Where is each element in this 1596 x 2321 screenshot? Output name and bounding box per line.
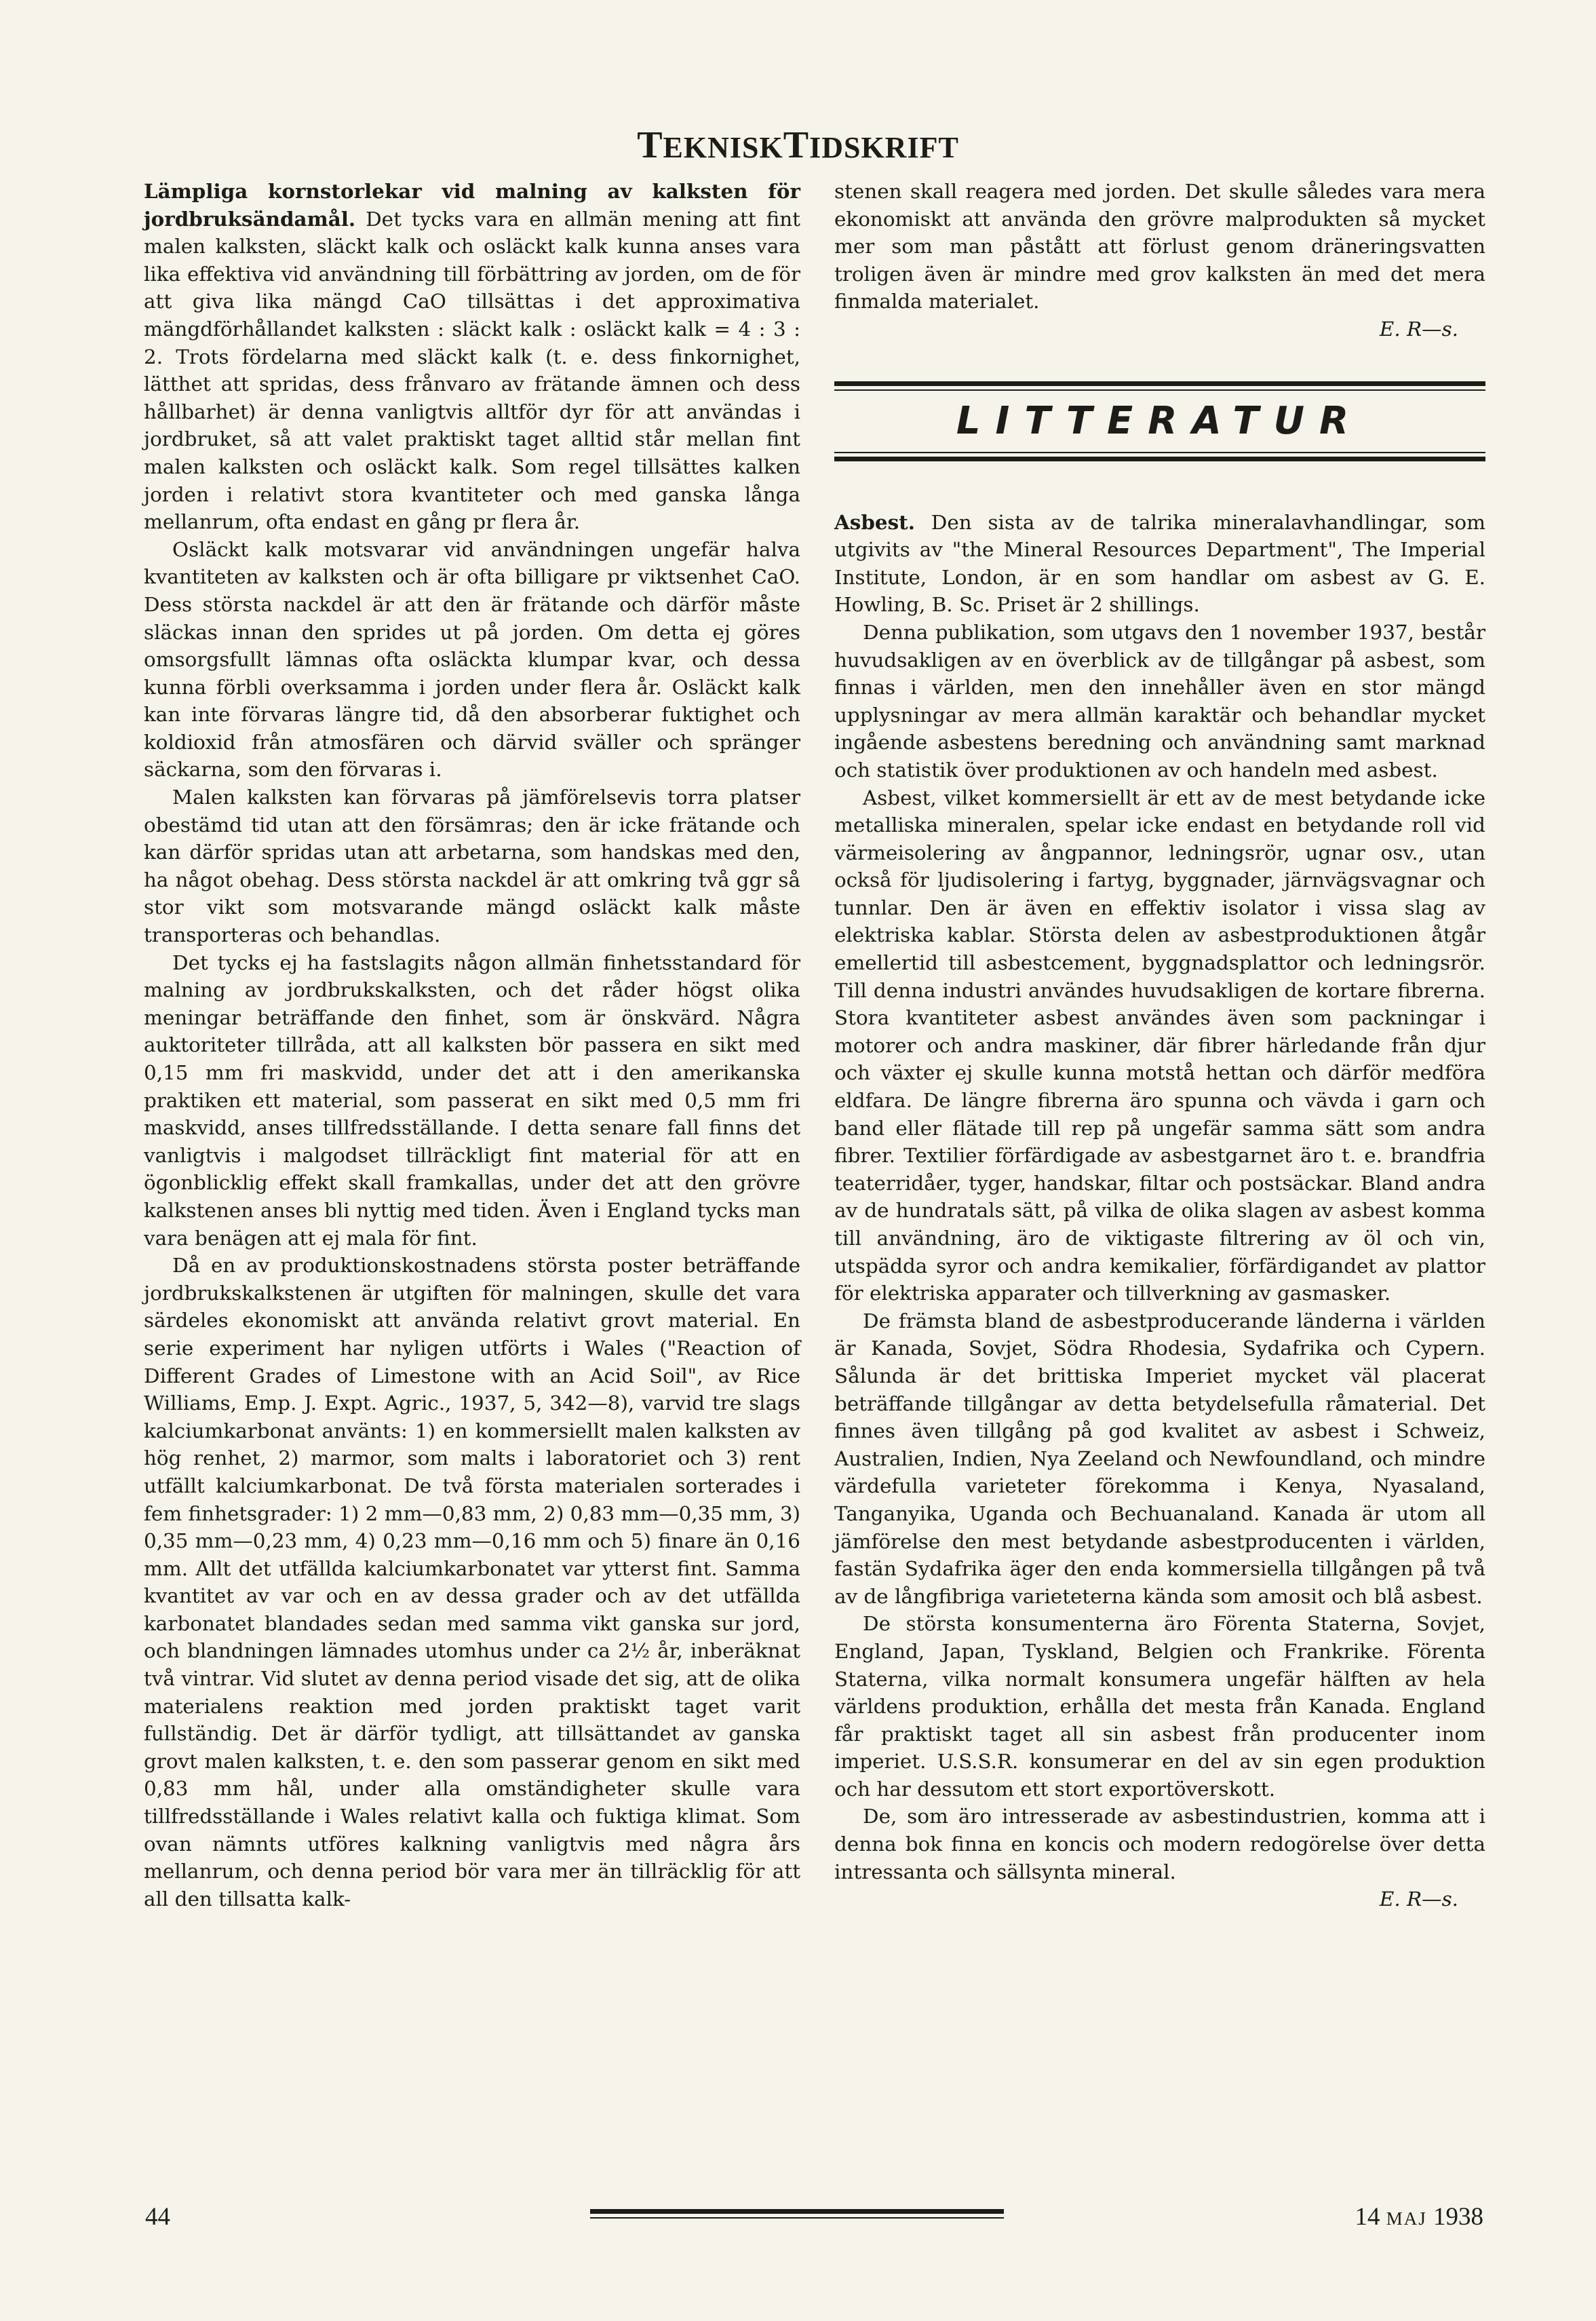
review-paragraph: Denna publikation, som utgavs den 1 november 1937, består huvudsakligen av en överblick av de tillgångar på asbest, som finnas i världen, men den innehåller även en stor mängd upplysningar av mera allmän karaktär och behandlar mycket ingående asbestens beredning och användning samt marknad och statistik över produktionen av och handeln med asbest. bbox=[834, 620, 1485, 782]
issue-month: MAJ bbox=[1386, 2208, 1427, 2229]
masthead-initial-1: T bbox=[637, 124, 663, 166]
banner-rule bbox=[834, 452, 1485, 453]
article-paragraph: Det tycks ej ha fastslagits någon allmän finhetsstandard för malning av jordbrukskalksten, och det råder högst olika meningar beträffande den finhet, som är önskvärd. Några auktoriteter tillråda, att all kalksten bör passera en sikt med 0,15 mm fri maskvidd, under det att i den amerikanska praktiken ett material, som passerat en sikt med 0,5 mm fri maskvidd, anses tillfredsställande. I detta senare fall finns det vanligtvis i malgodset tillräckligt fint material för att en ögonblicklig effekt skall framkallas, under det att den grövre kalkstenen anses bli nyttig med tiden. Även i England tycks man vara benägen att ej mala för fint. bbox=[144, 951, 800, 1250]
masthead-word-2: IDSKRIFT bbox=[809, 131, 959, 164]
section-title: LITTERATUR bbox=[956, 398, 1364, 443]
page-number: 44 bbox=[145, 2203, 170, 2231]
article-paragraph: stenen skall reagera med jorden. Det skulle således vara mera ekonomiskt att använda den grövre malprodukten så mycket mer som man påstått att förlust genom dräneringsvatten troligen även är mindre med grov kalksten än med det mera finmalda materialet. bbox=[834, 180, 1485, 313]
issue-year: 1938 bbox=[1433, 2203, 1483, 2231]
article-paragraph bbox=[144, 178, 800, 536]
article-paragraph: Osläckt kalk motsvarar vid användningen ungefär halva kvantiteten av kalksten och är ofta billigare pr viktsenhet CaO. Dess största nackdel är att den är frätande och därför måste släckas innan den sprides ut på jorden. Om detta ej göres omsorgsfullt lämnas ofta osläckta klumpar kvar, och dessa kunna förbli overksamma i jorden under flera år. Osläckt kalk kan inte förvaras längre tid, då den absorberar fuktighet och koldioxid från atmosfären och därvid sväller och spränger säckarna, som den förvaras i. bbox=[144, 537, 800, 782]
issue-date bbox=[1355, 2202, 1483, 2231]
page-footer bbox=[0, 2202, 1596, 2243]
footer-rule bbox=[590, 2217, 1004, 2219]
masthead-word-1: EKNISK bbox=[663, 131, 783, 164]
article-text: Det tycks vara en allmän mening att fint malen kalksten, släckt kalk och osläckt kalk kunna anses vara lika effektiva vid användning till förbättring av jorden, om de för att giva lika mängd CaO tillsättas i det approximativa mängdförhållandet kalksten : släckt kalk : osläckt kalk = 4 : 3 : 2. Trots fördelarna med släckt kalk (t. e. dess finkornighet, lätthet att spridas, dess frånvaro av frätande ämnen och dess hållbarhet) är denna vanligtvis alltför dyr för att användas i jordbruket, så att valet praktiskt taget alltid står mellan fint malen kalksten och osläckt kalk. Som regel tillsättes kalken jorden i relativt stora kvantiteter och med ganska långa mellanrum, ofta endast en gång pr flera år. bbox=[144, 207, 800, 534]
banner-rule bbox=[834, 381, 1485, 386]
article-paragraph: Då en av produktionskostnadens största poster beträffande jordbrukskalkstenen är utgiften för malningen, skulle det vara särdeles ekonomiskt att använda relativt grovt material. En serie experiment har nyligen utförts i Wales ("Reaction of Different Grades of Limestone with an Acid Soil", av Rice Williams, Emp. J. Expt. Agric., 1937, 5, 342—8), varvid tre slags kalciumkarbonat använts: 1) en kommersiellt malen kalksten av hög renhet, 2) marmor, som malts i laboratoriet och 3) rent utfällt kalciumkarbonat. De två första materialen sorterades i fem finhetsgrader: 1) 2 mm—0,83 mm, 2) 0,83 mm—0,35 mm, 3) 0,35 mm—0,23 mm, 4) 0,23 mm—0,16 mm och 5) finare än 0,16 mm. Allt det utfällda kalciumkarbonatet var ytterst fint. Samma kvantitet av var och en av dessa grader och av det utfällda karbonatet blandades sedan med samma vikt ganska sur jord, och blandningen lämnades utomhus under ca 2½ år, inberäknat två vintrar. Vid slutet av denna period visade det sig, att de olika materialens reaktion med jorden praktiskt taget varit fullständig. Det är därför tydligt, att tillsättandet av ganska grovt malen kalksten, t. e. den som passerar genom en sikt med 0,83 mm hål, under alla omständigheter skulle vara tillfredsställande i Wales relativt kalla och fuktiga klimat. Som ovan nämnts utföres kalkning vanligtvis med några års mellanrum, och denna period bör vara mer än tillräcklig för att all den tillsatta kalk- bbox=[144, 1254, 800, 1911]
review-paragraph: De främsta bland de asbestproducerande länderna i världen är Kanada, Sovjet, Södra Rhodesia, Sydafrika och Cypern. Sålunda är det brittiska Imperiet mycket väl placerat beträffande tillgångar av detta betydelsefulla råmaterial. Det finnes även tillgång på god kvalitet av asbest i Schweiz, Australien, Indien, Nya Zeeland och Newfoundland, och mindre värdefulla varieteter förekomma i Kenya, Nyasaland, Tanganyika, Uganda och Bechuanaland. Kanada är utom all jämförelse den mest betydande asbestproducenten i världen, fastän Sydafrika äger den enda kommersiella tillgången på två av de långfibriga varieteterna kända som amosit och blå asbest. bbox=[834, 1309, 1485, 1608]
review-paragraph: De, som äro intresserade av asbestindustrien, komma att i denna bok finna en koncis och modern redogörelse över detta intressanta och sällsynta mineral. bbox=[834, 1805, 1485, 1883]
masthead-initial-2: T bbox=[783, 124, 810, 166]
footer-rule bbox=[590, 2209, 1004, 2214]
author-signature: E. R—s. bbox=[1379, 1887, 1458, 1911]
review-text: Den sista av de talrika mineralavhandlingar, som utgivits av "the Mineral Resources Department", The Imperial Institute, London, är en som handlar om asbest av G. E. Howling, B. Sc. Priset är 2 shillings. bbox=[834, 510, 1485, 617]
banner-rule bbox=[834, 457, 1485, 461]
review-paragraph: De största konsumenterna äro Förenta Staterna, Sovjet, England, Japan, Tyskland, Belgien och Frankrike. Förenta Staterna, vilka normalt konsumera ungefär hälften av hela världens produktion, erhålla det mesta från Kanada. England får praktiskt taget all sin asbest från producenter inom imperiet. U.S.S.R. konsumerar en del av sin egen produktion och har dessutom ett stort exportöverskott. bbox=[834, 1612, 1485, 1801]
left-column bbox=[144, 178, 800, 1913]
banner-rule bbox=[834, 389, 1485, 391]
author-signature: E. R—s. bbox=[1379, 317, 1458, 341]
right-column bbox=[834, 178, 1485, 1913]
article-heading: Lämpliga kornstorlekar vid malning av kalksten för jordbruksändamål. bbox=[144, 179, 800, 231]
issue-day: 14 bbox=[1355, 2203, 1380, 2231]
section-banner bbox=[834, 381, 1485, 461]
journal-masthead bbox=[0, 123, 1596, 167]
article-paragraph: Malen kalksten kan förvaras på jämförelsevis torra platser obestämd tid utan att den försämras; den är icke frätande och kan därför spridas utan att arbetarna, som handskas med den, ha något obehag. Dess största nackdel är att omkring två ggr så stor vikt som motsvarande mängd osläckt kalk måste transporteras och behandlas. bbox=[144, 786, 800, 947]
review-paragraph bbox=[834, 509, 1485, 619]
review-heading: Asbest. bbox=[834, 510, 915, 534]
review-paragraph: Asbest, vilket kommersiellt är ett av de mest betydande icke metalliska mineralen, spelar icke endast en betydande roll vid värmeisolering av ångpannor, ledningsrör, ugnar osv., utan också för ljudisolering i fartyg, byggnader, järnvägsvagnar och tunnlar. Den är även en effektiv isolator i vissa slag av elektriska kablar. Största delen av asbestproduktionen åtgår emellertid till asbestcement, byggnadsplattor och ledningsrör. Till denna industri användes huvudsakligen de kortare fibrerna. Stora kvantiteter asbest användes även som packningar i motorer och andra maskiner, där fibrer härledande från djur och växter ej skulle kunna motstå hettan och därför medföra eldfara. De längre fibrerna äro spunna och vävda i garn och band eller flätade till rep på ungefär samma sätt som andra fibrer. Textilier förfärdigade av asbestgarnet äro t. e. brandfria teaterridåer, tyger, handskar, filtar och postsäckar. Bland andra av de hundratals sätt, på vilka de olika slagen av asbest komma till användning, äro de viktigaste filtrering av öl och vin, utspädda syror och andra kemikalier, förfärdigandet av plattor för elektriska apparater och tillverkning av gasmasker. bbox=[834, 786, 1485, 1305]
